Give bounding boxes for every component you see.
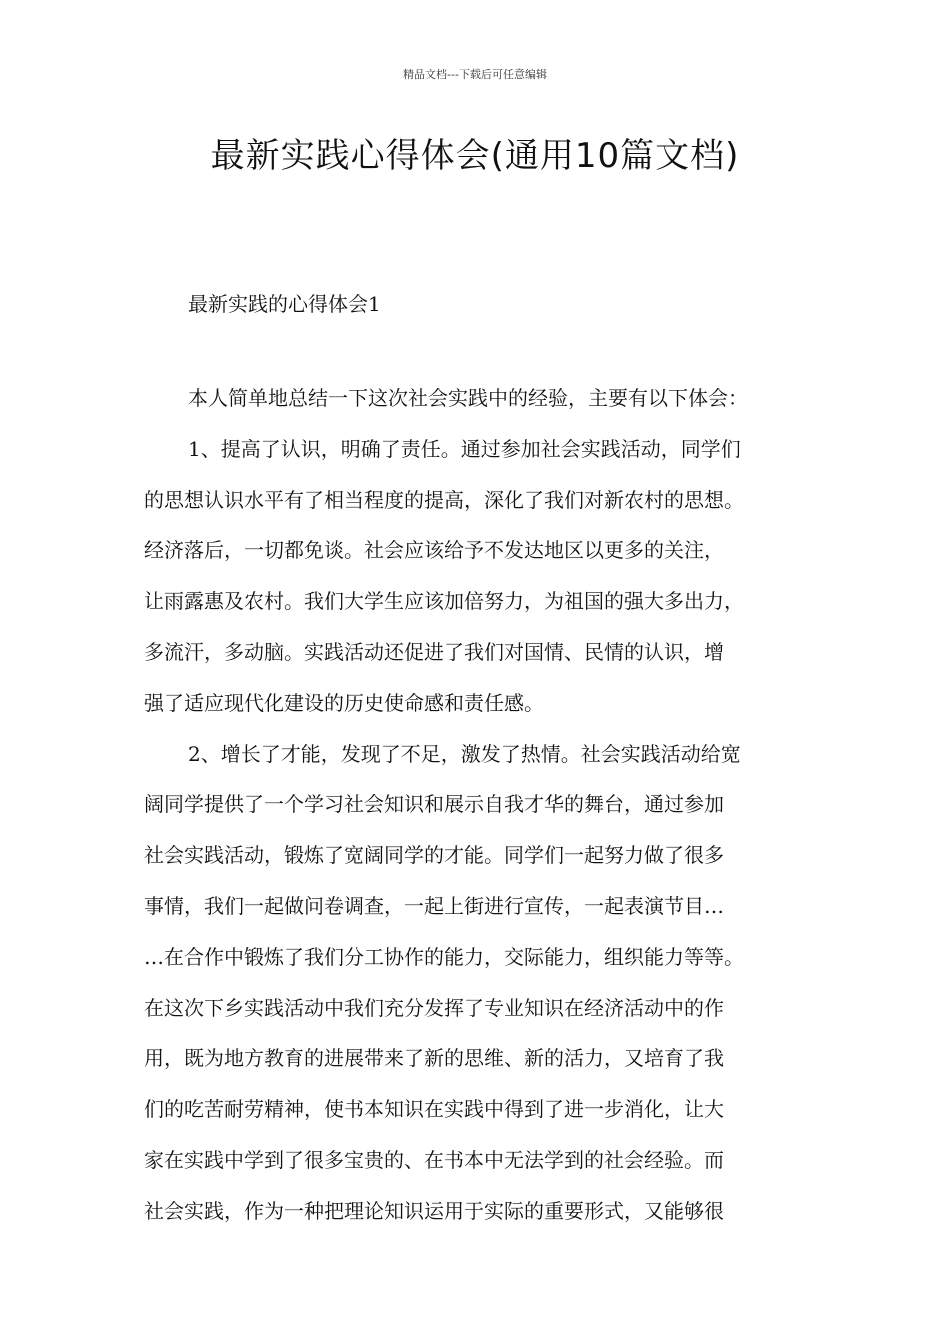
paragraph-line: 1、提高了认识，明确了责任。通过参加社会实践活动，同学们 (188, 436, 741, 461)
paragraph-line: 阔同学提供了一个学习社会知识和展示自我才华的舞台，通过参加 (144, 792, 724, 817)
paragraph-line: 多流汗，多动脑。实践活动还促进了我们对国情、民情的认识，增 (144, 639, 724, 664)
paragraph-line: 2、增长了才能，发现了不足，激发了热情。社会实践活动给宽 (188, 741, 741, 766)
body-text (144, 380, 809, 1244)
paragraph-line: 家在实践中学到了很多宝贵的、在书本中无法学到的社会经验。而 (144, 1147, 724, 1172)
section-heading: 最新实践的心得体会1 (188, 292, 381, 316)
paragraph-line: 在这次下乡实践活动中我们充分发挥了专业知识在经济活动中的作 (144, 995, 724, 1020)
paragraph-line: 让雨露惠及农村。我们大学生应该加倍努力，为祖国的强大多出力， (144, 589, 744, 614)
paragraph-line: …在合作中锻炼了我们分工协作的能力，交际能力，组织能力等等。 (144, 944, 744, 969)
paragraph-line: 社会实践，作为一种把理论知识运用于实际的重要形式，又能够很 (144, 1198, 724, 1223)
paragraph-line: 本人简单地总结一下这次社会实践中的经验，主要有以下体会： (188, 386, 748, 410)
paragraph-line: 的思想认识水平有了相当程度的提高，深化了我们对新农村的思想。 (144, 487, 744, 512)
document-title: 最新实践心得体会(通用10篇文档) (210, 136, 740, 176)
header-note: 精品文档---下载后可任意编辑 (403, 68, 547, 81)
paragraph-line: 强了适应现代化建设的历史使命感和责任感。 (144, 690, 544, 715)
paragraph-line: 经济落后，一切都免谈。社会应该给予不发达地区以更多的关注， (144, 538, 724, 563)
paragraph-line: 用，既为地方教育的进展带来了新的思维、新的活力，又培育了我 (144, 1046, 724, 1071)
paragraph-line: 事情，我们一起做问卷调查，一起上街进行宣传，一起表演节目… (144, 893, 724, 918)
paragraph-line: 们的吃苦耐劳精神，使书本知识在实践中得到了进一步消化，让大 (144, 1097, 724, 1122)
paragraph-line: 社会实践活动，锻炼了宽阔同学的才能。同学们一起努力做了很多 (144, 843, 724, 868)
